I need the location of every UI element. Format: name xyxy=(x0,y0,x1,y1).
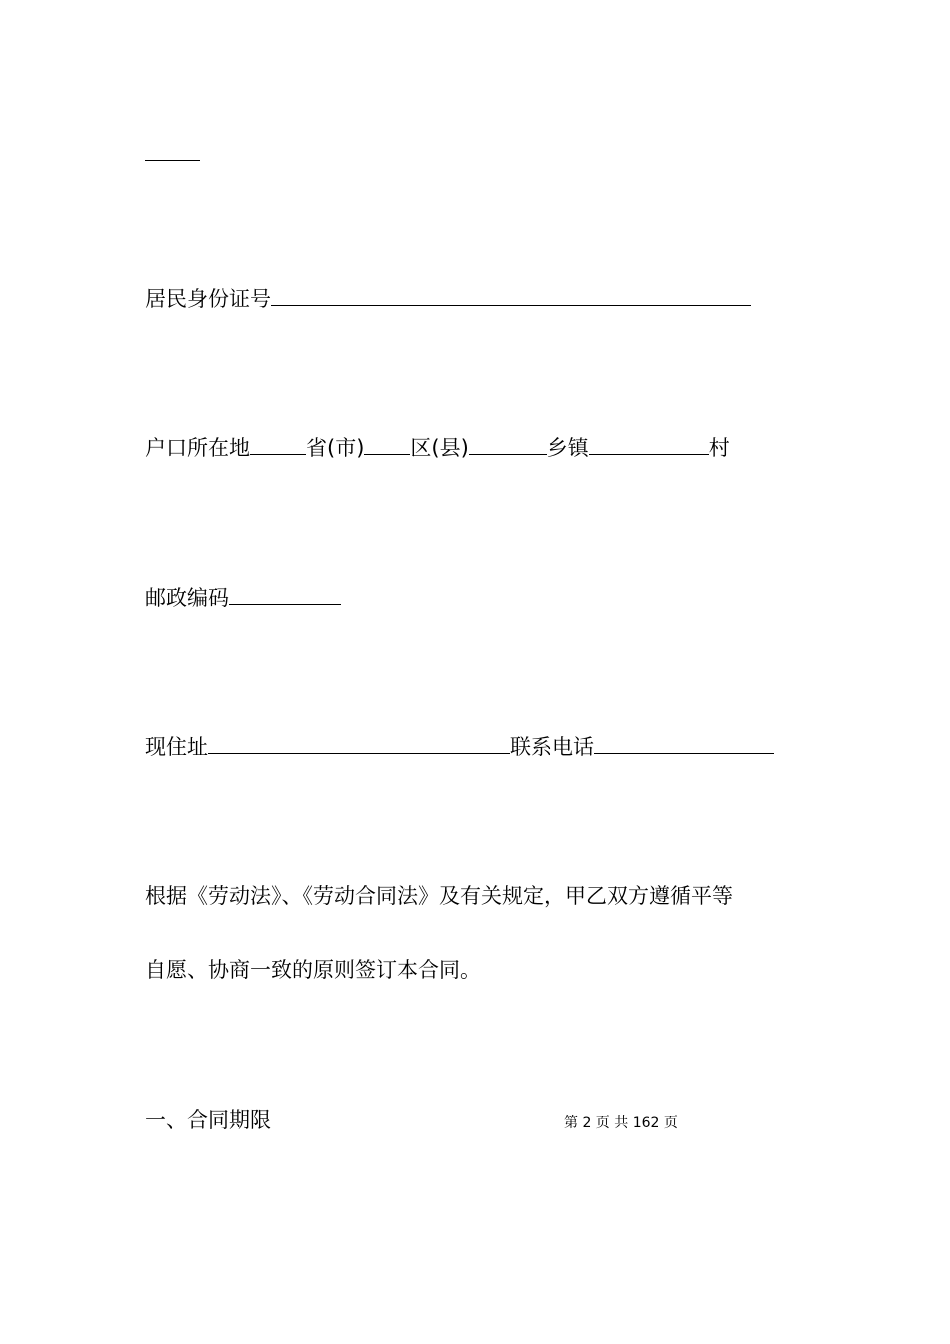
hukou-district-label: 区(县) xyxy=(410,436,469,460)
hukou-village-blank xyxy=(589,434,709,455)
id-number-label: 居民身份证号 xyxy=(145,287,271,311)
body-paragraph-line-2: 自愿、协商一致的原则签订本合同。 xyxy=(145,958,481,982)
hukou-row xyxy=(145,434,730,462)
id-number-blank xyxy=(271,285,751,306)
body-paragraph-line-1: 根据《劳动法》、《劳动合同法》及有关规定，甲乙双方遵循平等 xyxy=(145,884,733,908)
phone-blank xyxy=(594,733,774,754)
phone-label: 联系电话 xyxy=(510,735,594,759)
address-label: 现住址 xyxy=(145,735,208,759)
section-heading: 一、合同期限 xyxy=(145,1108,271,1132)
address-phone-row xyxy=(145,733,774,761)
hukou-province-blank xyxy=(250,434,306,455)
hukou-town-label: 乡镇 xyxy=(546,436,589,460)
hukou-label: 户口所在地 xyxy=(145,436,250,460)
hukou-town-blank xyxy=(469,434,547,455)
postal-code-label: 邮政编码 xyxy=(145,586,229,610)
postal-code-blank xyxy=(229,584,341,605)
id-number-row xyxy=(145,285,751,313)
address-blank xyxy=(208,733,510,754)
fill-in-blank xyxy=(145,160,200,161)
hukou-village-label: 村 xyxy=(708,436,730,460)
page-number: 第 2 页 共 162 页 xyxy=(564,1115,678,1131)
postal-code-row xyxy=(145,584,341,612)
hukou-district-blank xyxy=(364,434,410,455)
hukou-province-label: 省(市) xyxy=(306,436,365,460)
